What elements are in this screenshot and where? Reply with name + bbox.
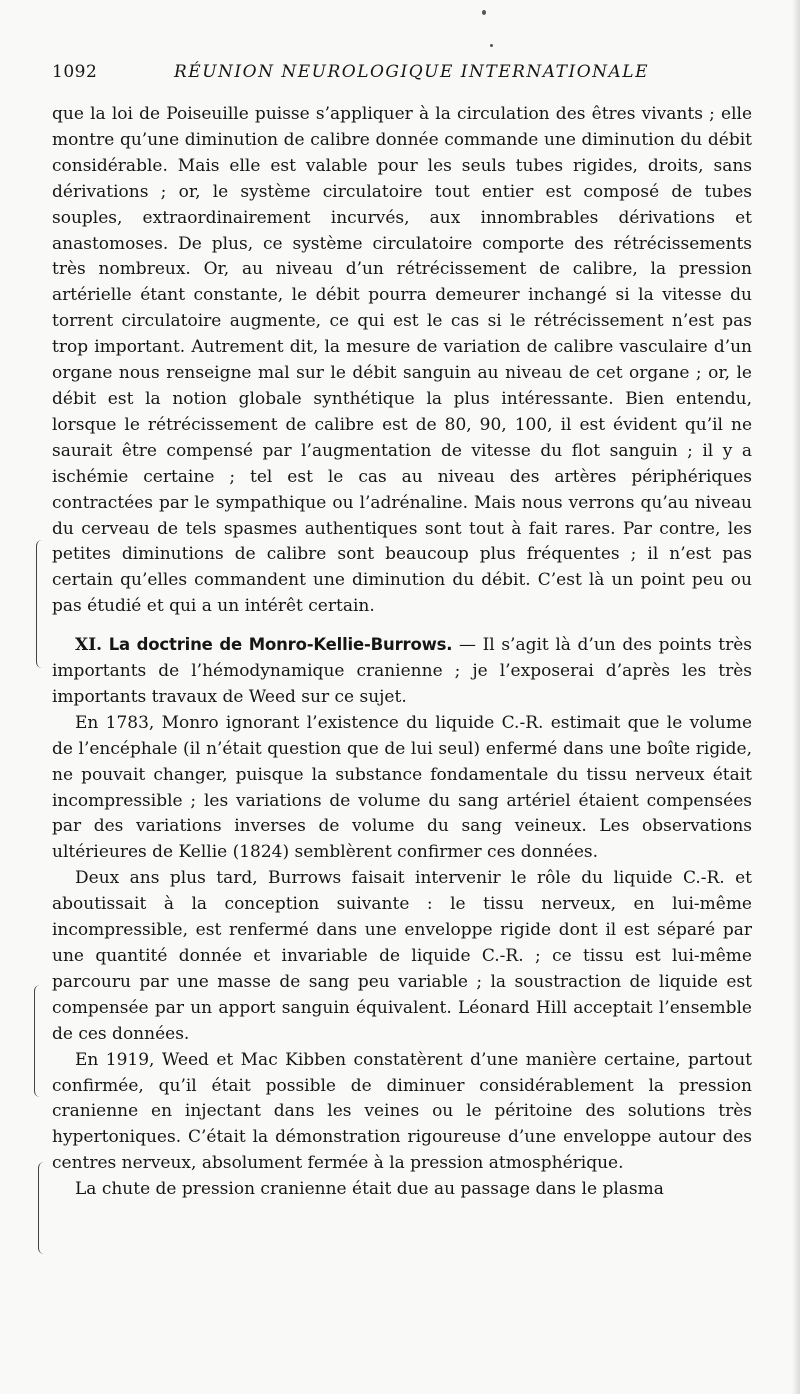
margin-pencil-mark-2 (34, 985, 43, 1097)
body-text (52, 102, 752, 1203)
paragraph-5: En 1919, Weed et Mac Kibben constatèrent d’une manière certaine, partout confirmée, qu’il était possible de diminuer considérablement la pression cranienne en injectant dans les veines ou le péritoine des solutions très hypertoniques. C’était la démonstration rigoureuse d’une enveloppe autour des centres nerveux, absolument fermée à la pression atmosphérique. (52, 1049, 752, 1174)
page-number: 1092 (52, 62, 98, 82)
section-number: XI. (75, 635, 103, 656)
paper-speck (490, 44, 493, 47)
section-heading-paragraph (52, 632, 752, 711)
paragraph-6: La chute de pression cranienne était due au passage dans le plasma (75, 1179, 664, 1200)
paragraph-4: Deux ans plus tard, Burrows faisait intervenir le rôle du liquide C.-R. et aboutissait à la conception suivante : le tissu nerveux, en lui-même incompressible, est renfermé dans une enveloppe rigide dont il est séparé par une quantité donnée et invariable de liquide C.-R. ; ce tissu est lui-même parcouru par une masse de sang peu variable ; la soustraction de liquide est compensée par un apport sanguin équivalent. Léonard Hill acceptait l’ensemble de ces données. (52, 868, 752, 1044)
running-title: RÉUNION NEUROLOGIQUE INTERNATIONALE (174, 62, 649, 82)
running-head (52, 62, 752, 86)
paper-speck (482, 10, 486, 15)
margin-pencil-mark-1 (36, 540, 45, 668)
margin-pencil-mark-3 (38, 1162, 45, 1254)
paragraph-2-text: — Il s’agit là d’un des points très importants de l’hémodynamique cranienne ; je l’exposerai d’après les très importants travaux de Weed sur ce sujet. (52, 635, 753, 707)
page-edge-shadow (792, 0, 800, 1394)
paragraph-1: que la loi de Poiseuille puisse s’appliquer à la circulation des êtres vivants ; elle montre qu’une diminution de calibre donnée commande une diminution du débit considérable. Mais elle est valable pour les seuls tubes rigides, droits, sans dérivations ; or, le système circulatoire tout entier est composé de tubes souples, extraordinairement incurvés, aux innombrables dérivations et anastomoses. De plus, ce système circulatoire comporte des rétrécissements très nombreux. Or, au niveau d’un rétrécissement de calibre, la pression artérielle étant constante, le débit pourra demeurer inchangé si la vitesse du torrent circulatoire augmente, ce qui est le cas si le rétrécissement n’est pas trop important. Autrement dit, la mesure de variation de calibre vasculaire d’un organe nous renseigne mal sur le débit sanguin au niveau de cet organe ; or, le débit est la notion globale synthétique la plus intéressante. Bien entendu, lorsque le rétrécissement de calibre est de 80, 90, 100, il est évident qu’il ne saurait être compensé par l’augmentation de vitesse du flot sanguin ; il y a ischémie certaine ; tel est le cas au niveau des artères périphériques contractées par le sympathique ou l’adrénaline. Mais nous verrons qu’au niveau du cerveau de tels spasmes authentiques sont tout à fait rares. Par contre, les petites diminutions de calibre sont beaucoup plus fréquentes ; il n’est pas certain qu’elles commandent une diminution du débit. C’est là un point peu ou pas étudié et qui a un intérêt certain. (52, 104, 752, 617)
paragraph-3: En 1783, Monro ignorant l’existence du liquide C.-R. estimait que le volume de l’encéphale (il n’était question que de lui seul) enfermé dans une boîte rigide, ne pouvait changer, puisque la substance fondamentale du tissu nerveux était incompressible ; les variations de volume du sang artériel étaient compensées par des variations inverses de volume du sang veineux. Les observations ultérieures de Kellie (1824) semblèrent confirmer ces données. (52, 712, 752, 863)
section-title: La doctrine de Monro-Kellie-Burrows. (108, 635, 453, 655)
